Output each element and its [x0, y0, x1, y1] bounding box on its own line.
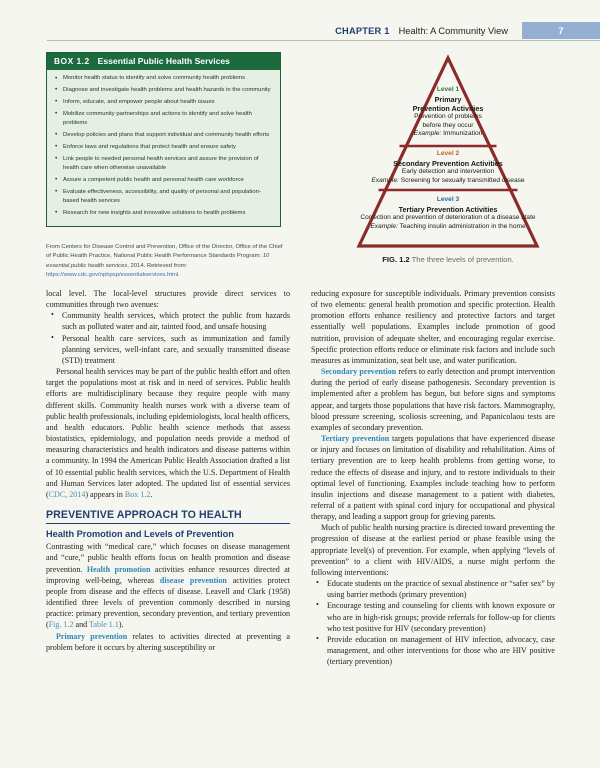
- page-number-badge: 7: [522, 22, 600, 39]
- pyramid-level-1-heading-line1: Primary: [434, 95, 462, 104]
- list-item: • Research for new insights and innovative solutions to health problems: [54, 209, 273, 218]
- subsection-heading-health-promotion: Health Promotion and Levels of Prevention: [46, 529, 234, 540]
- list-item: • Link people to needed personal health services and assure the provision of health care when otherwise unavailable: [54, 155, 273, 174]
- box-1-2: [46, 52, 281, 227]
- paragraph-text: relates to activities directed at preventing a problem before it occurs by altering susceptibility or: [46, 631, 290, 652]
- pyramid-level-2-sub-line1: Early detection and intervention: [401, 168, 495, 175]
- prevention-pyramid: [300, 50, 596, 255]
- paragraph-text: .: [150, 489, 153, 499]
- paragraph: [311, 366, 555, 433]
- source-url-link[interactable]: https://www.cdc.gov/nphpsp/essentialservices.html.: [46, 272, 180, 279]
- list-item: • Develop policies and plans that support individual and community health efforts: [54, 131, 273, 140]
- crossref-link-box-1-2[interactable]: Box 1.2: [124, 489, 151, 499]
- pyramid-level-1: [300, 86, 596, 139]
- source-title: 10 essential public health services: [46, 253, 270, 269]
- list-item: • Monitor health status to identify and solve community health problems: [54, 74, 273, 83]
- right-column: [311, 288, 555, 667]
- pyramid-level-3-example-label: Example:: [370, 222, 398, 230]
- list-item: • Personal health care services, such as immunization and family planning services, well-infant care, and sexually transmitted disease (STD) treatment: [50, 333, 290, 366]
- pyramid-level-3-example: [300, 223, 596, 232]
- list-item: • Community health services, which protect the public from hazards such as polluted water and air, tainted food, and unsafe housing: [50, 310, 290, 332]
- pyramid-level-2: [300, 150, 596, 185]
- pyramid-level-2-example-text: Screening for sexually transmitted disease: [400, 176, 525, 184]
- pyramid-level-2-tag: Level 2: [436, 150, 460, 157]
- box-1-2-label: BOX 1.2: [54, 56, 90, 66]
- paragraph: [311, 433, 555, 522]
- section-heading-preventive-approach: PREVENTIVE APPROACH TO HEALTH: [46, 510, 290, 524]
- pyramid-level-2-example-label: Example:: [371, 176, 399, 184]
- pyramid-level-3-tag: Level 3: [436, 196, 460, 203]
- paragraph: reducing exposure for susceptible individuals. Primary prevention consists of two elements: general health promotion and specific protection. Health promotion efforts enhance resiliency and protective factors and target essentially well populations. Examples include promotion of good nutrition, provision of adequate shelter, and encouraging regular exercise. Specific protection efforts reduce or eliminate risk factors and include such measures as immunization, seat belt use, and water purification.: [311, 289, 555, 365]
- key-term-disease-prevention: disease prevention: [159, 575, 227, 585]
- pyramid-level-3-heading-line1: Tertiary Prevention Activities: [398, 205, 498, 214]
- running-head: [0, 0, 600, 40]
- top-zone: [0, 47, 600, 279]
- paragraph: [46, 631, 290, 653]
- pyramid-level-1-heading-line2: Prevention Activities: [412, 104, 484, 113]
- list-item: • Mobilize community partnerships and actions to identify and solve health problems: [54, 110, 273, 129]
- citation-link-cdc-2014[interactable]: CDC, 2014: [48, 489, 86, 499]
- list-item: • Encourage testing and counseling for clients with known exposure or who are in high-risk groups; provide referrals for follow-up for clients who test positive for HIV (secondary prevention): [315, 600, 555, 633]
- box-1-2-list: [54, 74, 273, 218]
- paragraph-text: and: [73, 620, 90, 630]
- figure-1-2-caption-text: The three levels of prevention.: [411, 255, 514, 264]
- paragraph-text: refers to early detection and prompt intervention during the period of early disease pathogenesis. Secondary prevention is implemented after a problem has begun, but before signs and symptoms appear, and targets those populations that have risk factors. Mammography, blood pressure screening, scoliosis screening, and Papanicolaou tests are examples of secondary prevention.: [311, 367, 555, 432]
- pyramid-level-1-tag: Level 1: [436, 86, 460, 93]
- paragraph-text: Contrasting with “medical care,” which focuses on disease management and “cure,” public health efforts focus on health promotion and disease prevention.: [46, 542, 290, 574]
- paragraph-text: Personal health services may be part of the public health effort and often target the populations most at risk and in need of services. Public health efforts are multidisciplinary because they require people with many different skills. Community health nurses work with a diverse team of public health professionals, including epidemiologists, local health officers, and health educators. Public health science methods that assess biostatistics, epidemiology, and population needs provide a method of measuring characteristics and health indicators and disease patterns within a community. In 1994 the American Public Health Association drafted a list of 10 essential public health services, which the U.S. Department of Health and Human Services later adopted. The updated list of essential services (: [46, 367, 290, 499]
- list-item: • Evaluate effectiveness, accessibility, and quality of personal and population-based health services: [54, 188, 273, 207]
- pyramid-level-2-heading-line1: Secondary Prevention Activities: [393, 159, 503, 168]
- running-head-chapter-title: Health: A Community View: [398, 25, 508, 36]
- figure-1-2-caption: [300, 255, 596, 264]
- box-1-2-body: [47, 70, 280, 226]
- paragraph: Much of public health nursing practice is directed toward preventing the progression of disease at the earliest period or phase feasible using the appropriate level(s) of prevention. For example, when applying “levels of prevention” to a client with HIV/AIDS, a nurse might perform the following interventions:: [311, 523, 555, 577]
- list-item: • Educate students on the practice of sexual abstinence or “safer sex” by using barrier methods (primary prevention): [315, 578, 555, 600]
- pyramid-level-1-example-label: Example:: [413, 130, 442, 138]
- paragraph-text: targets populations that have experienced disease or injury and focuses on limitation of disability and rehabilitation. Aims of tertiary prevention are to keep health problems from getting worse, to reduce the effects of disease and injury, and to restore individuals to their optimal level of functioning. Examples include teaching how to perform insulin injections and disease management to a patient with diabetes, referral of a patient with spinal cord injury for occupational and physical therapy, and leading a support group for grieving parents.: [311, 434, 555, 522]
- pyramid-level-2-example: [300, 177, 596, 186]
- source-prefix: From Centers for Disease Control and Prevention, Office of the Director, Office of the Chief of Public Health Practice, National Public Health Performance Standards Program:: [46, 244, 283, 260]
- list-item: • Enforce laws and regulations that protect health and ensure safety: [54, 143, 273, 152]
- list-item: • Assure a competent public health and personal health care workforce: [54, 176, 273, 185]
- pyramid-level-1-example-text: Immunization: [443, 130, 483, 138]
- right-column-bullet-list: [311, 578, 555, 667]
- key-term-tertiary-prevention: Tertiary prevention: [321, 434, 390, 444]
- paragraph-text: ) appears in: [85, 489, 125, 499]
- box-1-2-source-note: [46, 243, 287, 281]
- list-item: • Inform, educate, and empower people about health issues: [54, 98, 273, 107]
- body-columns: [0, 288, 600, 766]
- pyramid-level-1-sub-line2: before they occur: [422, 121, 474, 129]
- left-column-bullet-list: [46, 310, 290, 366]
- figure-1-2: [300, 47, 596, 279]
- crossref-link-table-1-1[interactable]: Table 1.1: [89, 620, 119, 630]
- pyramid-level-3-sub-line1: Correction and prevention of deterioration of a disease state: [360, 214, 536, 221]
- paragraph: local level. The local-level structures provide direct services to communities through two avenues:: [46, 289, 290, 310]
- key-term-health-promotion: Health promotion: [86, 564, 151, 574]
- box-1-2-header: [47, 53, 280, 70]
- list-item: • Diagnose and investigate health problems and health hazards in the community: [54, 86, 273, 95]
- figure-1-2-caption-number: FIG. 1.2: [382, 255, 410, 264]
- pyramid-level-3-example-text: Teaching insulin administration in the home: [399, 222, 526, 230]
- key-term-primary-prevention: Primary prevention: [56, 631, 128, 641]
- running-head-chapter-label: CHAPTER 1: [335, 25, 390, 36]
- box-1-2-title: Essential Public Health Services: [97, 56, 230, 66]
- crossref-link-fig-1-2[interactable]: Fig. 1.2: [48, 620, 74, 630]
- list-item: • Provide education on management of HIV infection, advocacy, case management, and other interventions for those who are HIV positive (tertiary prevention): [315, 634, 555, 667]
- left-column: [46, 288, 290, 653]
- source-mid: , 2014. Retrieved from:: [127, 262, 188, 269]
- running-head-divider: [47, 40, 600, 41]
- paragraph-text: activities protect people from disease and the effects of disease. Leavell and Clark (1958) identified three levels of prevention commonly described in nursing practice: primary prevention, secondary prevention, and tertiary prevention (: [46, 575, 290, 630]
- pyramid-level-3: [300, 196, 596, 231]
- key-term-secondary-prevention: Secondary prevention: [321, 367, 397, 377]
- pyramid-level-1-sub-line1: Prevention of problems: [414, 113, 482, 120]
- paragraph: [46, 541, 290, 630]
- pyramid-level-1-example: [300, 130, 596, 139]
- paragraph-text: activities enhance resources directed at improving well-being, whereas: [46, 564, 290, 585]
- paragraph: [46, 366, 290, 500]
- paragraph-text: ).: [118, 620, 124, 630]
